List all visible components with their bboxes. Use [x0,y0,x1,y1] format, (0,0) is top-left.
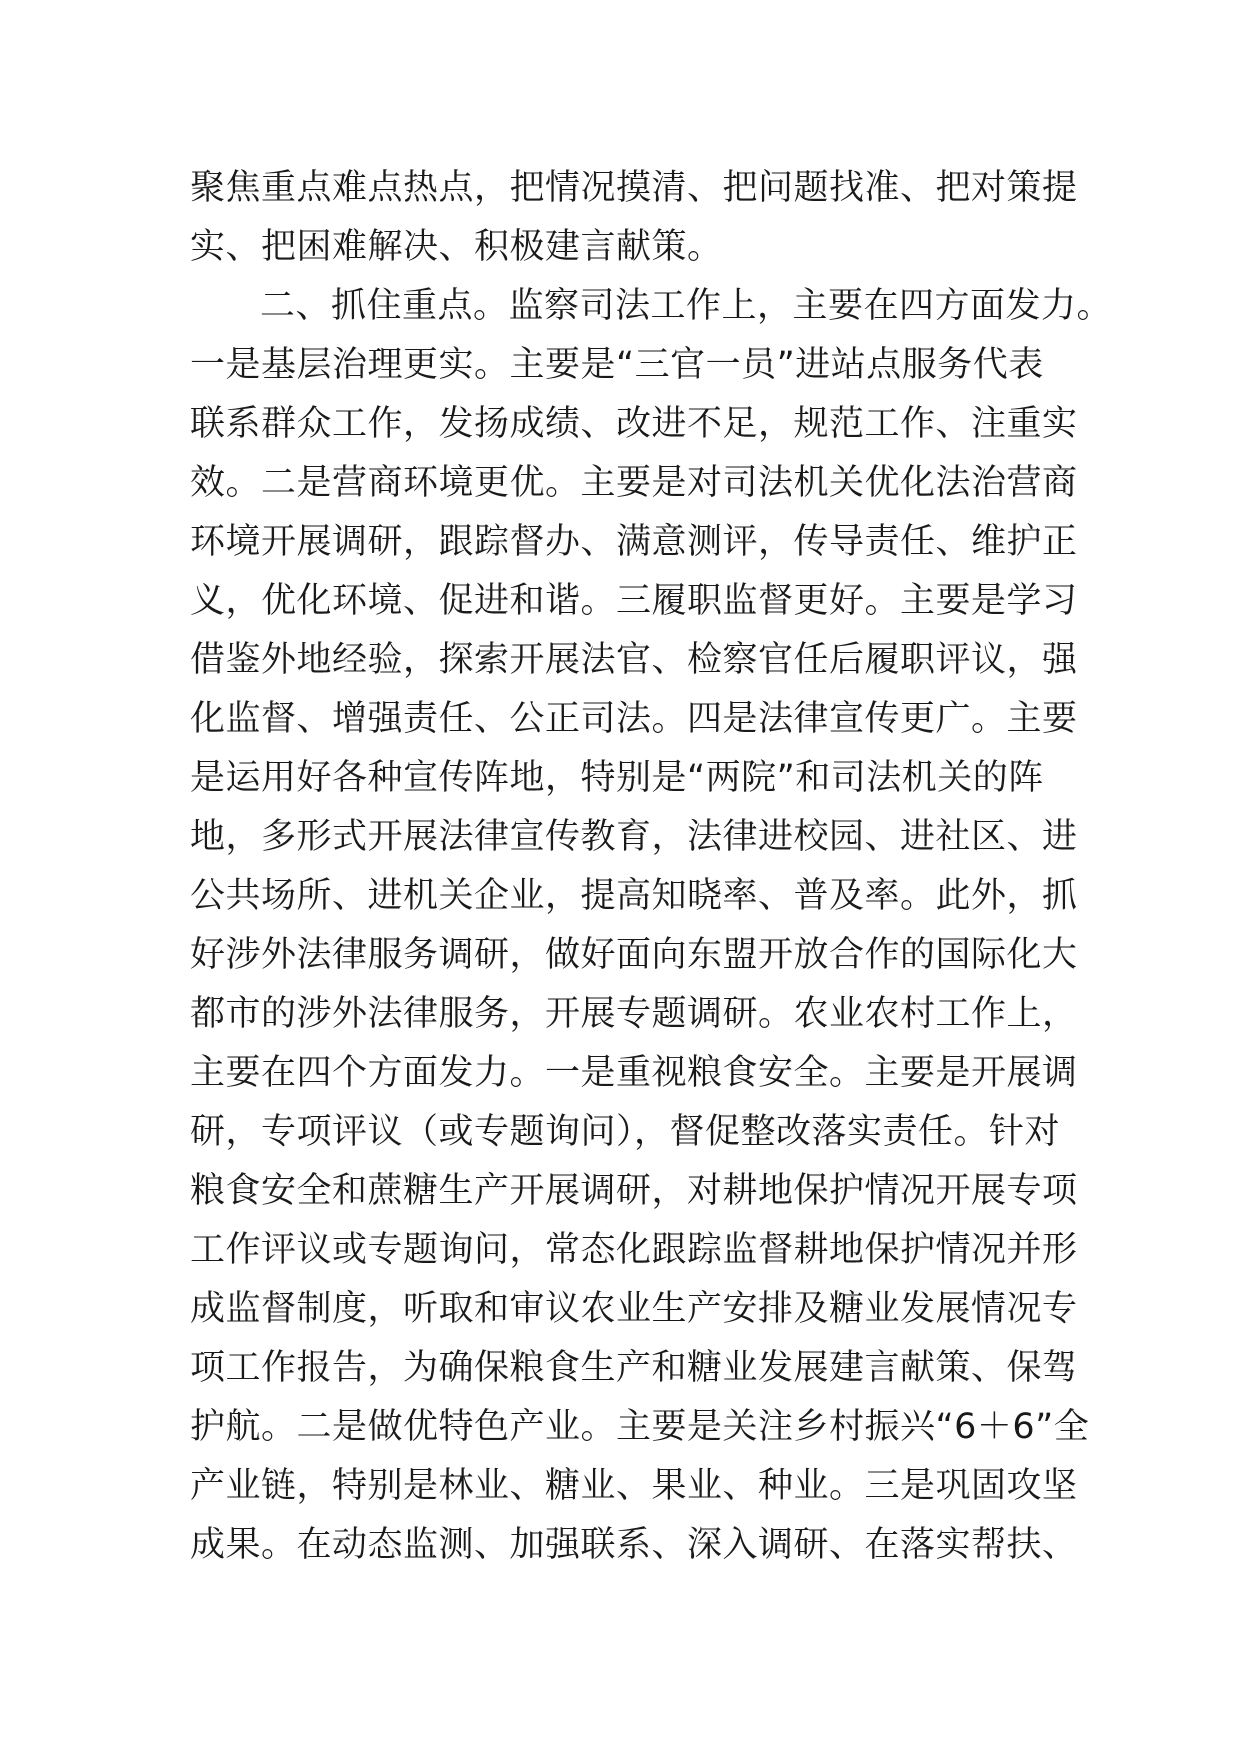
text-line: 工作评议或专题询问，常态化跟踪监督耕地保护情况并形 [190,1230,1078,1270]
text-line: 环境开展调研，跟踪督办、满意测评，传导责任、维护正 [190,522,1078,562]
text-line: 二、抓住重点。监察司法工作上，主要在四方面发力。 [260,286,1113,326]
text-line: 一是基层治理更实。主要是“三官一员”进站点服务代表 [190,345,1044,385]
text-line: 实、把困难解决、积极建言献策。 [190,227,723,267]
text-line: 项工作报告，为确保粮食生产和糖业发展建言献策、保驾 [190,1348,1078,1388]
text-line: 产业链，特别是林业、糖业、果业、种业。三是巩固攻坚 [190,1466,1078,1506]
text-line: 粮食安全和蔗糖生产开展调研，对耕地保护情况开展专项 [190,1171,1078,1211]
text-line: 护航。二是做优特色产业。主要是关注乡村振兴“6＋6”全 [190,1407,1090,1447]
text-line: 好涉外法律服务调研，做好面向东盟开放合作的国际化大 [190,935,1078,975]
text-line: 成监督制度，听取和审议农业生产安排及糖业发展情况专 [190,1289,1078,1329]
text-line: 主要在四个方面发力。一是重视粮食安全。主要是开展调 [190,1053,1078,1093]
text-line: 公共场所、进机关企业，提高知晓率、普及率。此外，抓 [190,876,1078,916]
text-line: 义，优化环境、促进和谐。三履职监督更好。主要是学习 [190,581,1078,621]
text-line: 化监督、增强责任、公正司法。四是法律宣传更广。主要 [190,699,1078,739]
text-line: 都市的涉外法律服务，开展专题调研。农业农村工作上， [190,994,1078,1034]
text-line: 聚焦重点难点热点，把情况摸清、把问题找准、把对策提 [190,168,1078,208]
text-line: 成果。在动态监测、加强联系、深入调研、在落实帮扶、 [190,1525,1078,1565]
body-text [190,159,1113,1575]
text-line: 是运用好各种宣传阵地，特别是“两院”和司法机关的阵 [190,758,1044,798]
text-line: 联系群众工作，发扬成绩、改进不足，规范工作、注重实 [190,404,1078,444]
text-line: 借鉴外地经验，探索开展法官、检察官任后履职评议，强 [190,640,1078,680]
text-line: 效。二是营商环境更优。主要是对司法机关优化法治营商 [190,463,1078,503]
text-line: 研，专项评议（或专题询问），督促整改落实责任。针对 [190,1112,1061,1152]
text-line: 地，多形式开展法律宣传教育，法律进校园、进社区、进 [190,817,1078,857]
